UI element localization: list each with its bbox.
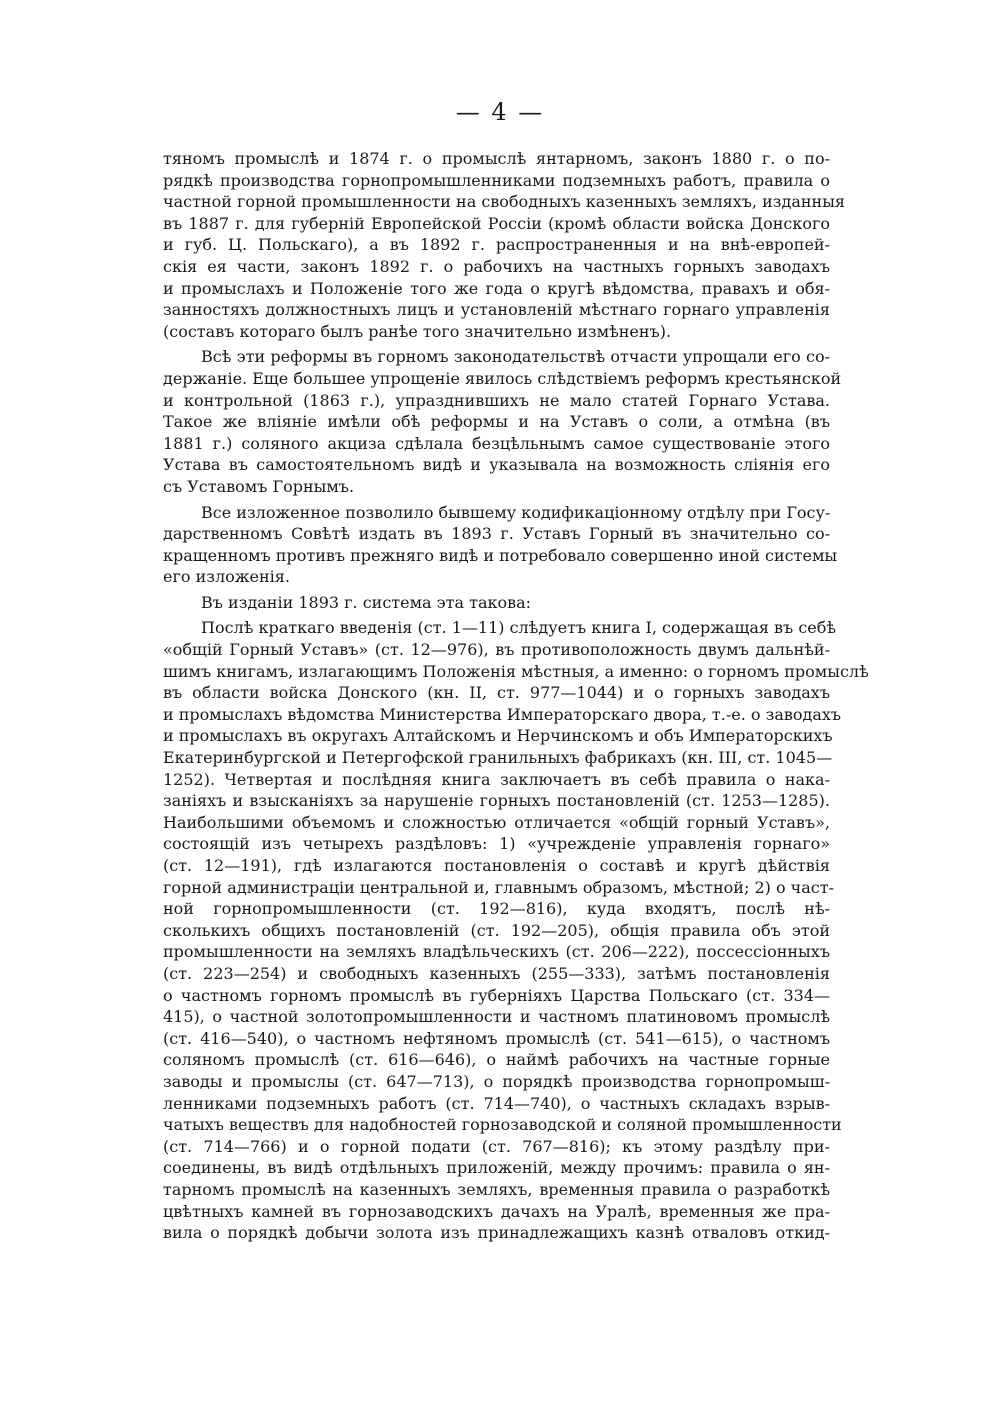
- text-line: 1252). Четвертая и послѣдняя книга заключаетъ въ себѣ правила о нака-: [163, 769, 830, 789]
- text-line: и губ. Ц. Польскаго), а въ 1892 г. распространенныя и на внѣ-европей-: [163, 235, 830, 255]
- text-line: тарномъ промыслѣ на казенныхъ земляхъ, временныя правила о разработкѣ: [163, 1179, 830, 1199]
- text-line: скія ея части, законъ 1892 г. о рабочихъ на частныхъ горныхъ заводахъ: [163, 256, 830, 276]
- text-line: (ст. 714—766) и о горной подати (ст. 767—816); къ этому раздѣлу при-: [163, 1136, 830, 1156]
- text-line: Устава въ самостоятельномъ видѣ и указывала на возможность слiянія его: [163, 455, 830, 475]
- text-line: горной администраціи центральной и, главнымъ образомъ, мѣстной; 2) о част-: [163, 877, 835, 897]
- text-line: шимъ книгамъ, излагающимъ Положенія мѣстныя, а именно: о горномъ промыслѣ: [163, 661, 869, 681]
- text-line: заводы и промыслы (ст. 647—713), о порядкѣ производства горнопромыш-: [163, 1071, 830, 1091]
- text-line: сколькихъ общихъ постановленій (ст. 192—205), общія правила объ этой: [163, 920, 830, 940]
- paragraph-2: [163, 346, 842, 497]
- text-line: соединены, въ видѣ отдѣльныхъ приложеній, между прочимъ: правила о ян-: [163, 1158, 830, 1178]
- text-line: заніяхъ и взысканіяхъ за нарушеніе горныхъ постановленій (ст. 1253—1285).: [163, 791, 830, 811]
- paragraph-5: [163, 617, 869, 1243]
- text-line: (ст. 12—191), гдѣ излагаются постановленія о составѣ и кругѣ дѣйствія: [163, 856, 830, 875]
- text-line: тяномъ промыслѣ и 1874 г. о промыслѣ янтарномъ, законъ 1880 г. о по-: [163, 149, 830, 168]
- text-line: Въ изданіи 1893 г. система эта такова:: [201, 592, 532, 612]
- text-line: въ 1887 г. для губерній Европейской Россіи (кромѣ области войска Донского: [163, 213, 830, 233]
- paragraph-4: [163, 592, 830, 614]
- text-line: держаніе. Еще большее упрощеніе явилось слѣдствіемъ реформъ крестьянской: [163, 368, 842, 388]
- paragraph-3: [163, 502, 838, 588]
- text-line: съ Уставомъ Горнымъ.: [163, 476, 355, 496]
- page-number: — 4 —: [455, 98, 545, 126]
- body-text: [163, 148, 869, 1244]
- text-line: (составъ котораго былъ ранѣе того значительно измѣненъ).: [163, 321, 672, 341]
- text-line: Наибольшими объемомъ и сложностью отличается «общій горный Уставъ»,: [163, 812, 830, 832]
- text-line: вила о порядкѣ добычи золота изъ принадлежащихъ казнѣ отваловъ откид-: [163, 1223, 830, 1243]
- text-line: Послѣ краткаго введенія (ст. 1—11) слѣдуетъ книга I, содержащая въ себѣ: [201, 618, 837, 638]
- text-line: ленниками подземныхъ работъ (ст. 714—740), о частныхъ складахъ взрыв-: [163, 1093, 830, 1113]
- text-line: въ области войска Донского (кн. II, ст. 977—1044) и о горныхъ заводахъ: [163, 683, 830, 703]
- text-line: промышленности на земляхъ владѣльческихъ (ст. 206—222), поссессіонныхъ: [163, 942, 830, 962]
- paragraph-1: [163, 148, 846, 342]
- text-line: дарственномъ Совѣтѣ издать въ 1893 г. Уставъ Горный въ значительно со-: [163, 524, 830, 544]
- text-line: и контрольной (1863 г.), упразднившихъ не мало статей Горнаго Устава.: [163, 390, 830, 410]
- text-line: Все изложенное позволило бывшему кодификаціонному отдѣлу при Госу-: [201, 502, 831, 522]
- text-line: и промыслахъ и Положеніе того же года о кругѣ вѣдомства, правахъ и обя-: [163, 278, 830, 298]
- text-line: о частномъ горномъ промыслѣ въ губерніяхъ Царства Польскаго (ст. 334—: [163, 985, 830, 1005]
- text-line: Всѣ эти реформы въ горномъ законодательствѣ отчасти упрощали его со-: [201, 347, 830, 367]
- text-line: его изложенія.: [163, 567, 290, 587]
- text-line: частной горной промышленности на свободныхъ казенныхъ земляхъ, изданныя: [163, 192, 846, 212]
- text-line: Такое же вліяніе имѣли обѣ реформы и на Уставъ о соли, а отмѣна (въ: [163, 412, 830, 432]
- text-line: и промыслахъ въ округахъ Алтайскомъ и Нерчинскомъ и объ Императорскихъ: [163, 726, 833, 746]
- text-line: соляномъ промыслѣ (ст. 616—646), о наймѣ рабочихъ на частные горные: [163, 1050, 830, 1070]
- text-line: Екатеринбургской и Петергофской гранильныхъ фабрикахъ (кн. III, ст. 1045—: [163, 748, 833, 768]
- text-line: чатыхъ веществъ для надобностей горнозаводской и соляной промышленности: [163, 1115, 842, 1135]
- text-line: занностяхъ должностныхъ лицъ и установленій мѣстнаго горнаго управленія: [163, 300, 830, 320]
- text-line: (ст. 416—540), о частномъ нефтяномъ промыслѣ (ст. 541—615), о частномъ: [163, 1028, 830, 1048]
- text-line: кращенномъ противъ прежняго видѣ и потребовало совершенно иной системы: [163, 545, 838, 565]
- text-line: (ст. 223—254) и свободныхъ казенныхъ (255—333), затѣмъ постановленія: [163, 963, 830, 983]
- text-line: рядкѣ производства горнопромышленниками подземныхъ работъ, правила о: [163, 170, 830, 190]
- text-line: и промыслахъ вѣдомства Министерства Императорскаго двора, т.-е. о заводахъ: [163, 704, 842, 724]
- text-line: состоящій изъ четырехъ раздѣловъ: 1) «учрежденіе управленія горнаго»: [163, 834, 830, 854]
- text-line: «общій Горный Уставъ» (ст. 12—976), въ противоположность двумъ дальнѣй-: [163, 640, 830, 660]
- text-line: 1881 г.) соляного акциза сдѣлала безцѣльнымъ самое существованіе этого: [163, 433, 830, 453]
- text-line: цвѣтныхъ камней въ горнозаводскихъ дачахъ на Уралѣ, временныя же пра-: [163, 1201, 830, 1221]
- text-line: 415), о частной золотопромышленности и частномъ платиновомъ промыслѣ: [163, 1007, 830, 1027]
- text-line: ной горнопромышленности (ст. 192—816), куда входятъ, послѣ нѣ-: [163, 899, 830, 919]
